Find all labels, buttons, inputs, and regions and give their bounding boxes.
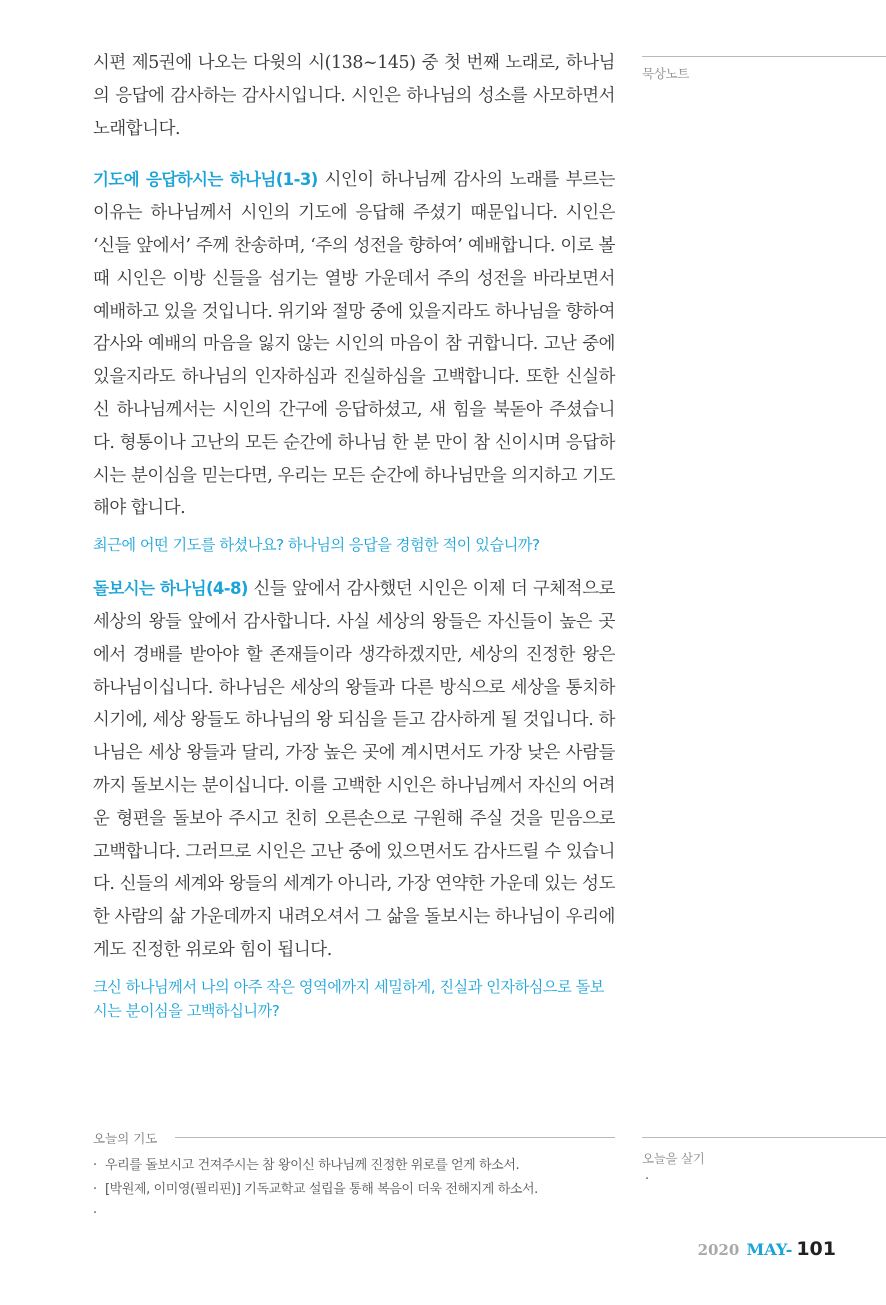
footer-dash: - [785,1240,793,1259]
bullet-icon: · [93,1158,97,1173]
page-number: 101 [796,1238,836,1260]
prayer-item-text: [박원제, 이미영(필리핀)] 기독교학교 설립을 통해 복음이 더욱 전해지게 하소서. [105,1182,538,1197]
intro-paragraph: 시편 제5권에 나오는 다윗의 시(138~145) 중 첫 번째 노래로, 하나님의 응답에 감사하는 감사시입니다. 시인은 하나님의 성소를 사모하면서 노래합니다. [93,53,615,139]
prayer-list [93,1154,623,1226]
living-today-bullet: · [645,1172,649,1187]
meditation-note-label: 묵상노트 [642,66,690,81]
prayer-rule [175,1137,615,1138]
page-footer [698,1238,836,1260]
meditation-note-rule [642,56,886,57]
main-column [93,47,615,1023]
reflection-question-2: 크신 하나님께서 나의 아주 작은 영역에까지 세밀하게, 진실과 인자하심으로 돌보시는 분이심을 고백하십니까? [93,977,604,1020]
footer-month: MAY [746,1240,786,1259]
bullet-icon: · [93,1182,97,1197]
living-today-rule [642,1137,886,1138]
footer-year: 2020 [697,1241,740,1259]
prayer-label: 오늘의 기도 [93,1131,158,1146]
living-today-label: 오늘을 살기 [642,1151,705,1166]
section-body-prayer-answer: 시인이 하나님께 감사의 노래를 부르는 이유는 하나님께서 시인의 기도에 응답해 주셨기 때문입니다. 시인은 ‘신들 앞에서’ 주께 찬송하며, ‘주의 성전을 향하여’ 예배합니다. 이로 볼 때 시인은 이방 신들을 섬기는 열방 가운데서 주의 성전을 바라보면서 예배하고 있을 것입니다. 위기와 절망 중에 있을지라도 하나님을 향하여 감사와 예배의 마음을 잃지 않는 시인의 마음이 참 귀합니다. 고난 중에 있을지라도 하나님의 인자하심과 진실하심을 고백합니다. 또한 신실하신 하나님께서는 시인의 간구에 응답하셨고, 새 힘을 북돋아 주셨습니다. 형통이나 고난의 모든 순간에 하나님 한 분 만이 참 신이시며 응답하시는 분이심을 믿는다면, 우리는 모든 순간에 하나님만을 의지하고 기도해야 합니다. [93,170,615,519]
section-body-caring-god: 신들 앞에서 감사했던 시인은 이제 더 구체적으로 세상의 왕들 앞에서 감사합니다. 사실 세상의 왕들은 자신들이 높은 곳에서 경배를 받아야 할 존재들이라 생각하겠지만, 세상의 진정한 왕은 하나님이십니다. 하나님은 세상의 왕들과 다른 방식으로 세상을 통치하시기에, 세상 왕들도 하나님의 왕 되심을 듣고 감사하게 될 것입니다. 하나님은 세상 왕들과 달리, 가장 높은 곳에 계시면서도 가장 낮은 사람들까지 돌보시는 분이십니다. 이를 고백한 시인은 하나님께서 자신의 어려운 형편을 돌보아 주시고 친히 오른손으로 구원해 주실 것을 믿음으로 고백합니다. 그러므로 시인은 고난 중에 있으면서도 감사드릴 수 있습니다. 신들의 세계와 왕들의 세계가 아니라, 가장 연약한 가운데 있는 성도 한 사람의 삶 가운데까지 내려오셔서 그 삶을 돌보시는 하나님이 우리에게도 진정한 위로와 힘이 됩니다. [93,579,615,960]
prayer-item [93,1178,623,1202]
section-heading-caring-god: 돌보시는 하나님(4-8) [93,579,248,599]
prayer-item [93,1154,623,1178]
reflection-question-1: 최근에 어떤 기도를 하셨나요? 하나님의 응답을 경험한 적이 있습니까? [93,536,540,555]
section-caring-god [93,573,615,967]
section-heading-prayer-answer: 기도에 응답하시는 하나님(1-3) [93,170,318,190]
section-prayer-answer [93,164,615,525]
prayer-item-text: 우리를 돌보시고 건져주시는 참 왕이신 하나님께 진정한 위로를 얻게 하소서. [105,1158,520,1173]
prayer-item [93,1202,623,1226]
bullet-icon: · [93,1206,97,1221]
